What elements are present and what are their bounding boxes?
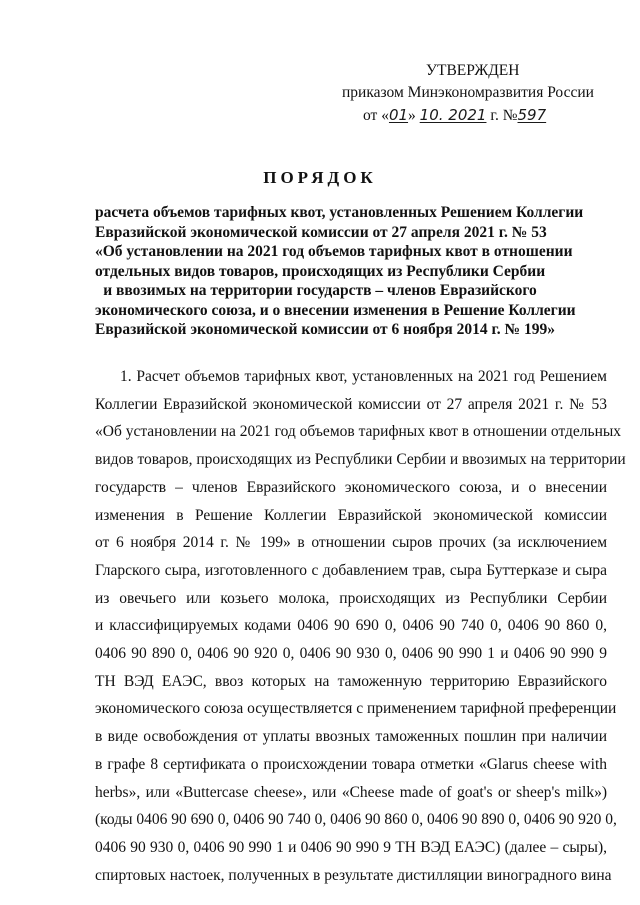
body-line: «Об установлении на 2021 год объемов тарифных квот в отношении отдельных <box>95 423 622 441</box>
body-paragraph <box>95 363 626 889</box>
body-line: из овечьего или козьего молока, происходящих из Республики Сербии <box>95 589 607 607</box>
document-subtitle <box>95 203 584 340</box>
body-line: экономического союза осуществляется с применением тарифной преференции <box>95 700 617 718</box>
subtitle-line: Евразийской экономической комиссии от 27 апреля 2021 г. № 53 <box>95 223 547 241</box>
body-line: видов товаров, происходящих из Республики Сербии и ввозимых на территории <box>95 451 626 469</box>
body-line: в графе 8 сертификата о происхождении товара отметки «Glarus cheese with <box>95 755 607 773</box>
page-title: ПОРЯДОК <box>263 168 377 187</box>
subtitle-line: «Об установлении на 2021 год объемов тарифных квот в отношении <box>95 243 573 260</box>
subtitle-line: расчета объемов тарифных квот, установленных Решением Коллегии <box>95 204 584 221</box>
subtitle-line: отдельных видов товаров, происходящих из Республики Сербии <box>95 262 546 280</box>
handwritten-month-year: 10. 2021 <box>419 106 487 124</box>
approval-stamp-title: УТВЕРЖДЕН <box>426 62 520 79</box>
body-line: 0406 90 930 0, 0406 90 990 1 и 0406 90 990 9 ТН ВЭД ЕАЭС) (далее – сыры), <box>95 838 607 856</box>
subtitle-line: и ввозимых на территории государств – членов Евразийского <box>103 282 537 299</box>
handwritten-order-number: 597 <box>517 106 547 124</box>
date-prefix: от « <box>363 107 389 124</box>
body-line: от 6 ноября 2014 г. № 199» в отношении сыров прочих (за исключением <box>95 534 607 552</box>
body-line: спиртовых настоек, полученных в результате дистилляции виноградного вина <box>95 866 612 884</box>
body-line: ТН ВЭД ЕАЭС, ввоз которых на таможенную территорию Евразийского <box>95 672 607 690</box>
body-line: Коллегии Евразийской экономической комиссии от 27 апреля 2021 г. № 53 <box>95 395 607 413</box>
approval-date-line <box>330 104 620 127</box>
handwritten-day: 01 <box>388 106 409 124</box>
body-line: государств – членов Евразийского экономического союза, и о внесении <box>95 478 607 496</box>
subtitle-line: Евразийской экономической комиссии от 6 ноября 2014 г. № 199» <box>95 321 555 338</box>
subtitle-line: экономического союза, и о внесении изменения в Решение Коллегии <box>95 301 576 319</box>
year-suffix: г. № <box>490 107 518 124</box>
body-line: и классифицируемых кодами 0406 90 690 0, 0406 90 740 0, 0406 90 860 0, <box>95 617 607 635</box>
body-line: в виде освобождения от уплаты ввозных таможенных пошлин при наличии <box>95 728 607 746</box>
body-line: 1. Расчет объемов тарифных квот, установленных на 2021 год Решением <box>120 368 607 385</box>
body-line: (коды 0406 90 690 0, 0406 90 740 0, 0406 90 860 0, 0406 90 890 0, 0406 90 920 0, <box>95 811 617 829</box>
body-line: herbs», или «Buttercase cheese», или «Cheese made of goat's or sheep's milk») <box>95 783 607 801</box>
body-line: Гларского сыра, изготовленного с добавлением трав, сыра Буттерказе и сыра <box>95 561 607 579</box>
body-line: 0406 90 890 0, 0406 90 920 0, 0406 90 930 0, 0406 90 990 1 и 0406 90 990 9 <box>95 645 607 663</box>
body-line: изменения в Решение Коллегии Евразийской экономической комиссии <box>95 506 607 524</box>
approval-block <box>330 60 620 127</box>
approval-order-by: приказом Минэкономразвития России <box>342 84 594 101</box>
date-mid: » <box>408 107 416 124</box>
